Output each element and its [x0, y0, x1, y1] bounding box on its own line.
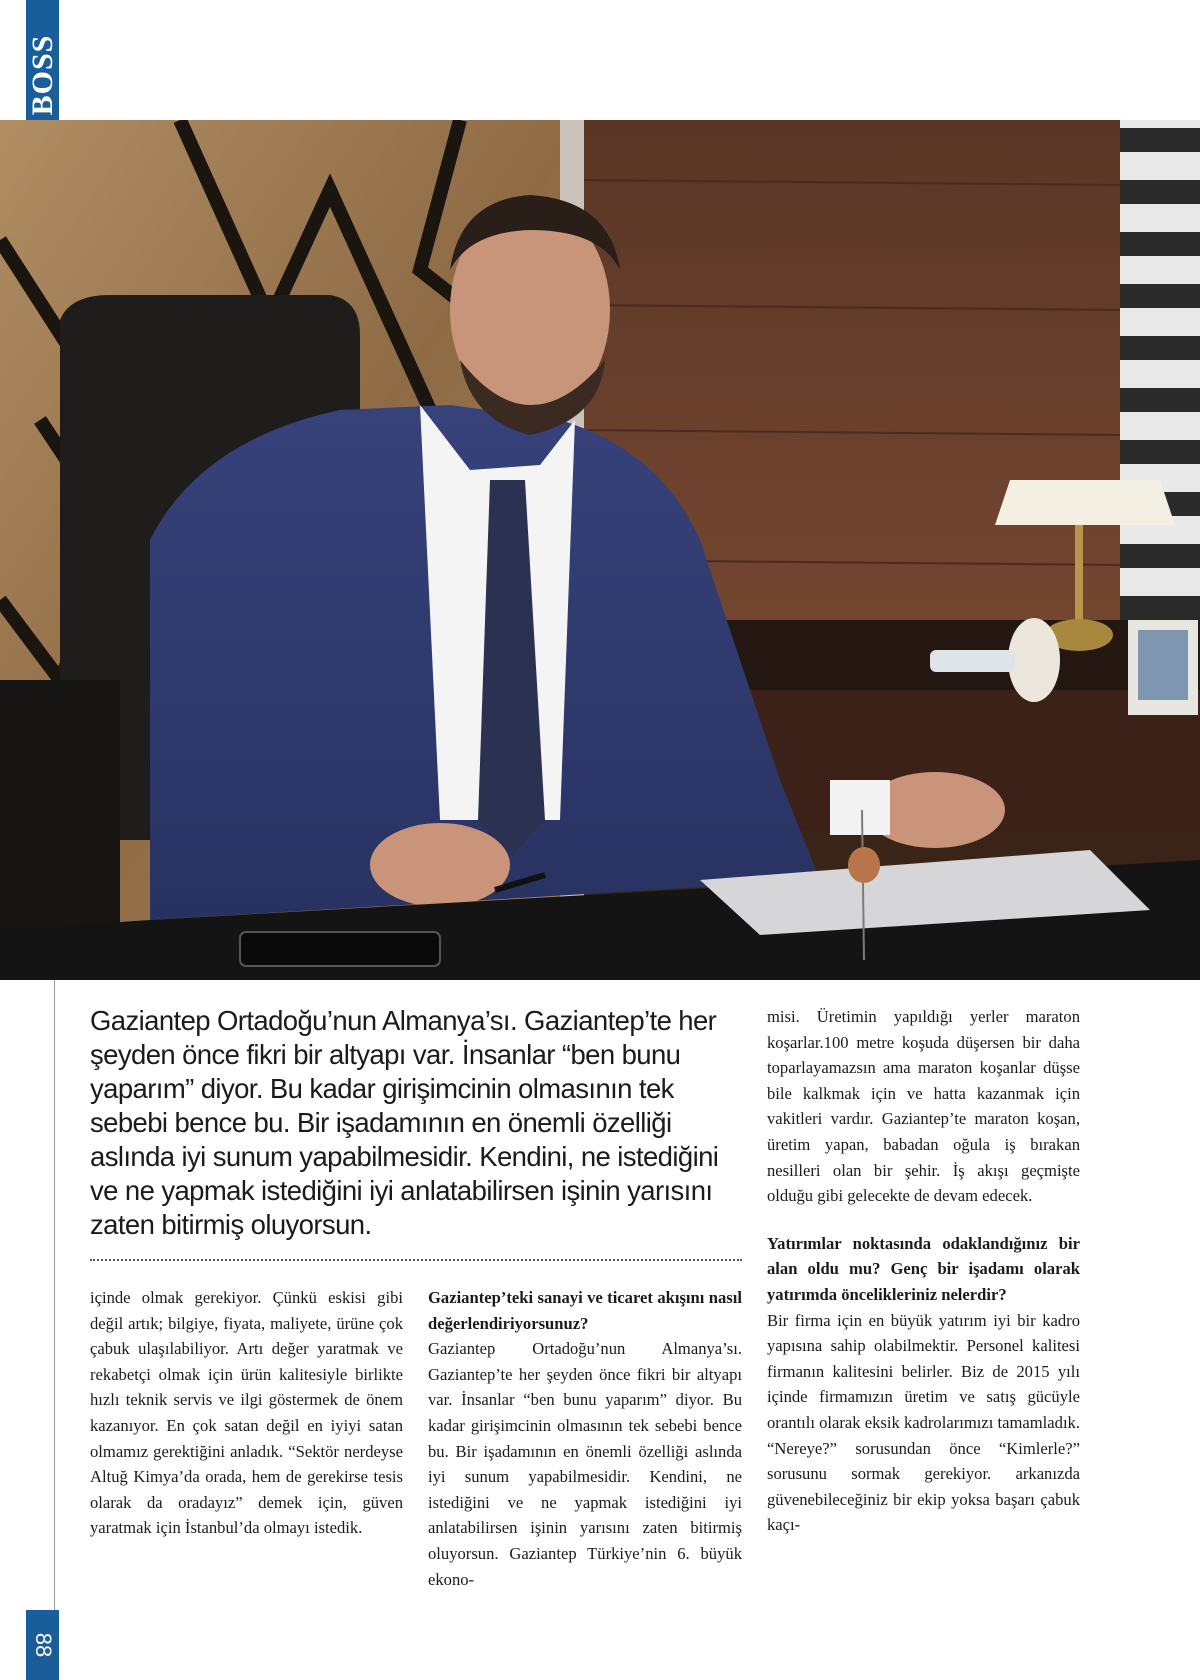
interview-answer-1: Gaziantep Ortadoğu’nun Almanya’sı. Gaziantep’te her şeyden önce fikri bir altyapı var. İnsanlar “ben bunu yaparım” diyor. Bu kadar girişimcinin olmasının tek sebebi bence bu. Bir işadamının en önemli özelliği aslında iyi sunum yapabilmesidir. Kendini, ne istediğini ve ne yapmak istediğini iyi anlatabilirsen işinin yarısını zaten bitirmiş oluyorsun. Gaziantep Türkiye’nin 6. büyük ekono-: [428, 1339, 742, 1589]
interview-question-2: Yatırımlar noktasında odaklandığınız bir alan oldu mu? Genç bir işadamı olarak yatırımda öncelikleriniz nelerdir?: [767, 1233, 1080, 1304]
interview-answer-2: Bir firma için en büyük yatırım iyi bir kadro yapısına sahip olabilmektir. Personel kalitesi firmanın kalitesini belirler. Biz de 2015 yılı içinde firmamızın üretim ve satış gücüyle orantılı olarak eksik kadrolarımızı tamamladık. “Nereye?” sorusundan önce “Kimlerle?” sorusunu sormak gerekiyor. arkanızda güvenebileceğiniz bir ekip yoksa başarı çabuk kaçı-: [767, 1310, 1080, 1535]
dotted-divider: [90, 1259, 742, 1261]
column-1-text: içinde olmak gerekiyor. Çünkü eskisi gibi değil artık; bilgiye, fiyata, maliyete, ürüne çok çabuk ulaşılabiliyor. Artı değer yaratmak ve rekabetçi olmak için ürün kalitesiyle birlikte hızlı teknik servis ve ilgi göstermek de önem kazanıyor. En çok satan değil en iyiyi satan olmamız gerektiğini anladık. “Sektör nerdeyse Altuğ Kimya’da orada, hem de gerekirse tesis olarak da oradayız” demek için, güven yaratmak için İstanbul’da olmayı istedik.: [90, 1288, 403, 1538]
photo-illustration: [0, 120, 1200, 980]
page-number-badge: [26, 1610, 59, 1680]
pull-quote: Gaziantep Ortadoğu’nun Almanya’sı. Gaziantep’te her şeyden önce fikri bir altyapı var. İnsanlar “ben bunu yaparım” diyor. Bu kadar girişimcinin olmasının tek sebebi bence bu. Bir işadamının en önemli özelliği aslında iyi sunum yapabilmesidir. Kendini, ne istediğini ve ne yapmak istediğini iyi anlatabilirsen işinin yarısını zaten bitirmiş oluyorsun.: [90, 1005, 719, 1240]
page-number: 88: [31, 1632, 56, 1658]
article-column-1: [90, 1285, 403, 1541]
portrait-photo: [0, 120, 1200, 980]
brand-logo: BOSS: [26, 34, 59, 116]
article-column-2: [428, 1285, 742, 1592]
column-3-continuation: misi. Üretimin yapıldığı yerler maraton koşarlar.100 metre koşuda düşersen bir daha toparlayamazsın ama maraton koşanlar düşse bile kalkmak için ve hatta kazanmak için vakitleri vardır. Gaziantep’te maraton koşan, üretim yapan, babadan oğula iş bırakan nesilleri olan bir şehir. İş akışı geçmişte olduğu gibi gelecekte de devam edecek.: [767, 1007, 1080, 1206]
article-column-3: [767, 1004, 1080, 1538]
interview-question-1: Gaziantep’teki sanayi ve ticaret akışını nasıl değerlendiriyorsunuz?: [428, 1288, 742, 1333]
